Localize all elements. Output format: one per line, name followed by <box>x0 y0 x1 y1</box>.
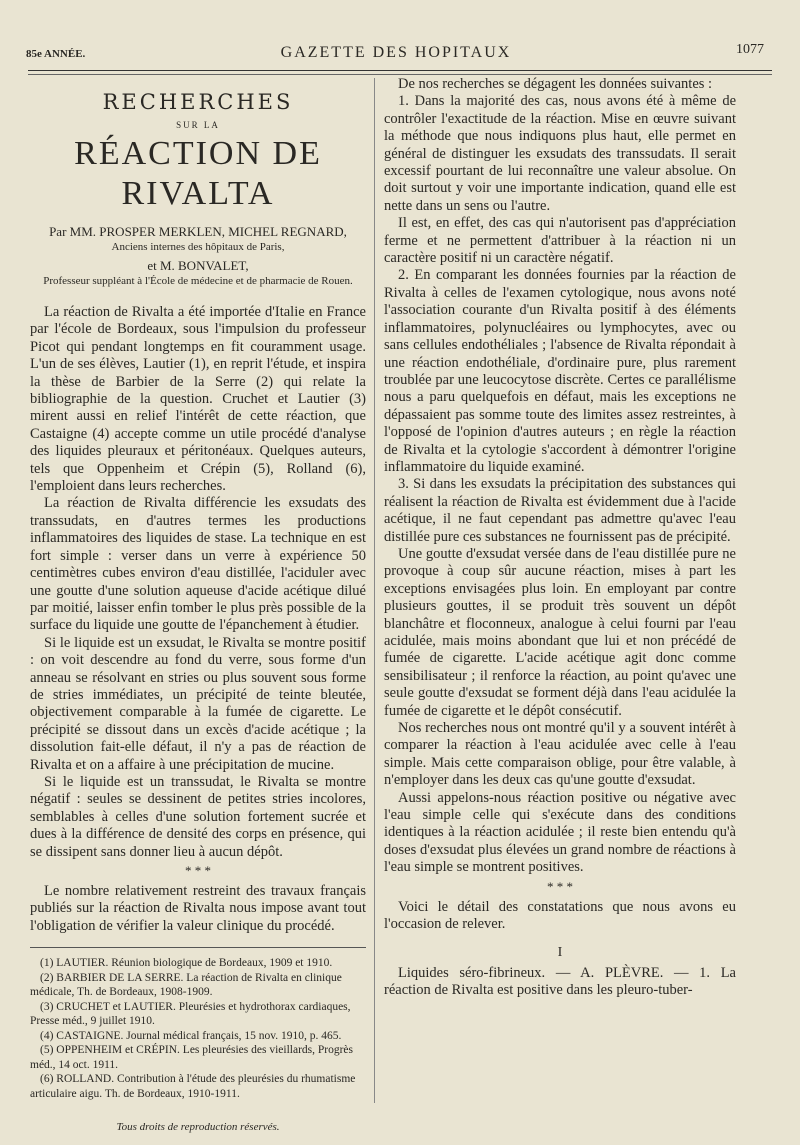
paragraph: 1. Dans la majorité des cas, nous avons été à même de contrôler l'exactitude de la réaction. Mise en œuvre suivant la méthode que nous indiquons plus haut, elle permet en général de distinguer les exsudats des transsudats. Il serait excessif pourtant de lui reconnaître une valeur absolue. On doit surtout y voir une importante indication, quand elle est nette dans un sens ou l'autre. <box>384 93 736 214</box>
footnote: (5) OPPENHEIM et CRÉPIN. Les pleurésies des vieillards, Progrès méd., 14 oct. 1911. <box>30 1044 354 1071</box>
paragraph: 3. Si dans les exsudats la précipitation des substances qui réalisent la réaction de Rivalta est évidemment due à l'acide acétique, il ne faut cependant pas admettre qu'avec l'eau distillée pure ces substances ne fournissent pas de précipité. <box>384 476 736 545</box>
right-column <box>384 76 736 1000</box>
footnote: (3) CRUCHET et LAUTIER. Pleurésies et hydrothorax cardiaques, Presse méd., 9 juillet 1910. <box>30 1000 351 1028</box>
journal-title: GAZETTE DES HOPITAUX <box>280 44 512 61</box>
article-title: RÉACTION DE RIVALTA <box>74 135 322 212</box>
paragraph: De nos recherches se dégagent les données suivantes : <box>398 76 713 92</box>
section-stars: * * * <box>547 878 573 894</box>
authors-affiliation: Anciens internes des hôpitaux de Paris, <box>111 241 285 253</box>
section-number: I <box>557 944 563 960</box>
footnotes <box>30 947 366 1101</box>
paragraph: Aussi appelons-nous réaction positive ou négative avec l'eau simple celle qui s'exécute dans des conditions identiques à la réaction acidulée ; il reste bien entendu qu'à doses d'exsudat plus élevées un grand nombre de réactions à l'eau simple se montrent positives. <box>384 789 736 876</box>
rights-notice: Tous droits de reproduction réservés. <box>116 1121 280 1134</box>
paragraph: La réaction de Rivalta a été importée d'Italie en France par l'école de Bordeaux, sous l'impulsion du professeur Picot qui pendant longtemps en fit couramment usage. L'un de ses élèves, Lautier (1), en reprit l'étude, et inspira la thèse de Barbier de la Serre (2) qui relate la bibliographie de la question. Cruchet et Lautier (3) mirent aussi en relief l'intérêt de cette réaction, que Castaigne (4) accepte comme un utile procédé d'analyse des liquides pleuraux et péritonéaux. Quelques auteurs, tels que Oppenheim et Crépin (5), Rolland (6), l'emploient dans leurs recherches. <box>30 304 366 495</box>
article-sur-la: SUR LA <box>176 120 220 130</box>
paragraph: Si le liquide est un transsudat, le Rivalta se montre négatif : seules se dessinent de petites stries incolores, semblables à celles d'une solution fortement sucrée et dues à la différence de densité des corps en présence, qui se dissipent sans donner lieu à aucun dépôt. <box>30 773 366 860</box>
paragraph: Le nombre relativement restreint des travaux français publiés sur la réaction de Rivalta nous impose avant tout l'obligation de vérifier la valeur clinique du procédé. <box>30 883 366 934</box>
authors-line: Par MM. PROSPER MERKLEN, MICHEL REGNARD, <box>49 224 347 239</box>
article-kicker: RECHERCHES <box>102 90 294 114</box>
left-column <box>30 80 366 1133</box>
footnote: (6) ROLLAND. Contribution à l'étude des pleurésies du rhumatisme articulaire aigu. Th. de Bordeaux, 1910-1911. <box>30 1073 356 1100</box>
paragraph: Une goutte d'exsudat versée dans de l'eau distillée pure ne provoque à coup sûr aucune réaction, mises à part les exceptions envisagées plus loin. En employant par contre plusieurs gouttes, il se produit très souvent un dépôt blanchâtre et floconneux, analogue à celui fourni par l'eau acidulée, mais moins abondant que lui et non précédé de fumée de cigarette. L'acide acétique agit donc comme sensibilisateur ; il renforce la réaction, au point qu'avec une seule goutte d'exsudat se forment déjà dans l'eau acidulée la fumée de cigarette et le dépôt consécutif. <box>384 545 736 719</box>
footnote: (2) BARBIER DE LA SERRE. La réaction de Rivalta en clinique médicale, Th. de Bordeaux, 1908-1909. <box>30 971 342 999</box>
header-rule-secondary <box>28 74 772 75</box>
volume-year: 85e ANNÉE. <box>26 48 86 60</box>
paragraph: 2. En comparant les données fournies par la réaction de Rivalta à celles de l'examen cytologique, nous avons noté l'association courante d'un Rivalta positif à des éléments inflammatoires, polynucléaires ou lymphocytes, avec ou sans cellules endothéliales ; l'absence de Rivalta répondait à une réaction endothéliale, d'ordinaire pure, plus rarement troublée par une leucocytose discrète. Certes ce parallélisme nous a paru quelquefois en défaut, mais les exceptions ne dépassaient pas somme toute des limites assez restreintes, à l'opposé de l'opinion d'autres auteurs ; en règle la réaction de Rivalta et la cytologie s'accordent à démontrer l'origine inflammatoire du liquide examiné. <box>384 267 736 475</box>
paragraph: Voici le détail des constatations que nous avons eu l'occasion de relever. <box>384 898 736 933</box>
section-stars: * * * <box>185 863 211 878</box>
running-head <box>22 38 770 64</box>
page-number: 1077 <box>736 42 764 57</box>
authors-line-2: et M. BONVALET, <box>147 258 249 273</box>
paragraph: La réaction de Rivalta différencie les exsudats des transsudats, en d'autres termes les productions inflammatoires des liquides de stase. La technique en est fort simple : verser dans un verre à expérience 50 centimètres cubes environ d'eau distillée, l'aciduler avec une goutte d'une solution aqueuse d'acide acétique dilué par moitié, laisser enfin tomber le plus près possible de la surface du liquide une goutte de l'épanchement à étudier. <box>30 495 366 634</box>
authors-affiliation-2: Professeur suppléant à l'École de médecine et de pharmacie de Rouen. <box>43 275 353 287</box>
footnote: (4) CASTAIGNE. Journal médical français, 15 nov. 1910, p. 465. <box>40 1029 342 1042</box>
footnote: (1) LAUTIER. Réunion biologique de Bordeaux, 1909 et 1910. <box>40 957 333 970</box>
paragraph: Liquides séro-fibrineux. — A. PLÈVRE. — 1. La réaction de Rivalta est positive dans les pleuro-tuber- <box>384 964 736 999</box>
paragraph: Nos recherches nous ont montré qu'il y a souvent intérêt à comparer la réaction à l'eau acidulée avec celle à l'eau simple. Mais cette comparaison oblige, pour être valable, à n'employer dans les deux cas qu'une goutte d'exsudat. <box>384 720 736 789</box>
paragraph: Si le liquide est un exsudat, le Rivalta se montre positif : on voit descendre au fond du verre, sous forme d'un anneau se résolvant en stries ou plus souvent sous forme de stries immédiates, un précipité de teinte bleutée, objectivement comparable à la fumée de cigarette. Le précipité se dissout dans un excès d'acide acétique ; la dissolution fait-elle défaut, il n'y a pas de réaction de Rivalta et on a affaire à une précipitation de mucine. <box>30 634 366 773</box>
paragraph: Il est, en effet, des cas qui n'autorisent pas d'appréciation ferme et ne permettent d'attribuer à la réaction ni un caractère positif ni un caractère négatif. <box>384 215 736 267</box>
header-rule <box>28 70 772 71</box>
left-body <box>30 304 366 935</box>
article-heading <box>30 90 366 288</box>
column-divider <box>374 78 375 1103</box>
